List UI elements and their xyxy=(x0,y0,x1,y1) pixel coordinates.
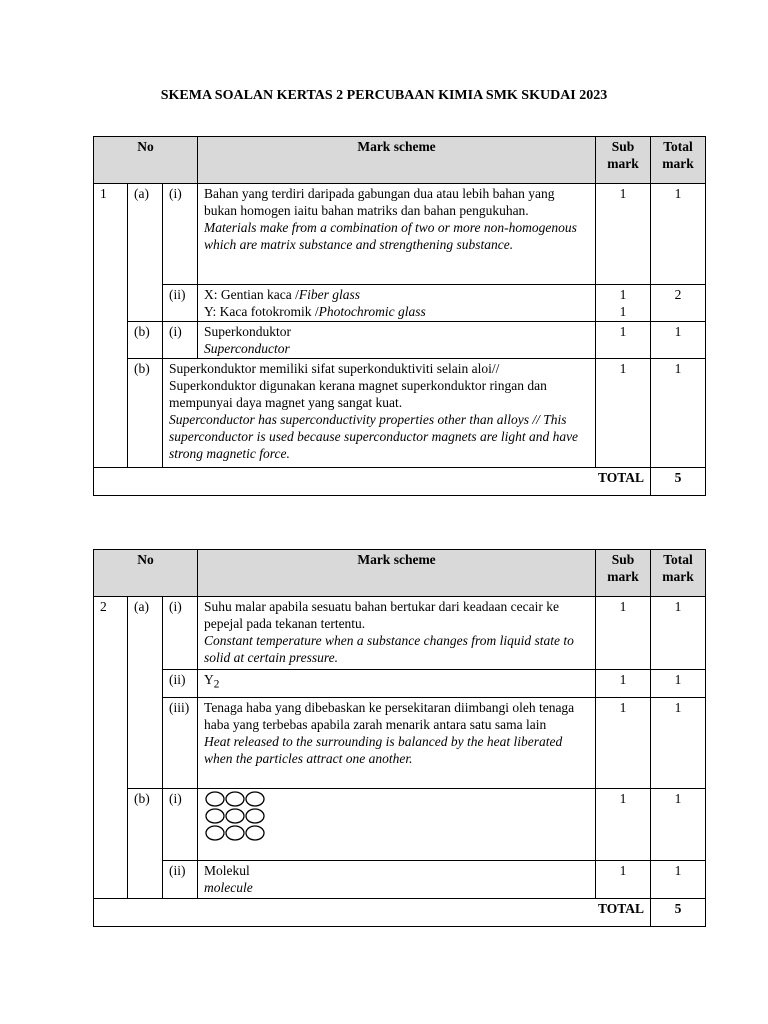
header-sub-mark: Sub mark xyxy=(596,137,651,184)
subpart-label: (ii) xyxy=(163,861,198,899)
answer-formula-subscript: 2 xyxy=(213,678,220,691)
subpart-label: (i) xyxy=(163,184,198,285)
subpart-label: (iii) xyxy=(163,698,198,789)
sub-mark: 1 xyxy=(596,597,651,670)
answer-cell xyxy=(198,698,596,789)
answer-malay: Tenaga haba yang dibebaskan ke persekitaran diimbangi oleh tenaga haba yang terbebas apabila zarah menarik antara satu sama lain xyxy=(204,700,575,732)
answer-malay: Suhu malar apabila sesuatu bahan bertukar dari keadaan cecair ke pepejal pada tekanan tertentu. xyxy=(204,599,559,631)
answer-malay: Superkonduktor xyxy=(204,324,292,339)
header-mark-scheme: Mark scheme xyxy=(198,550,596,597)
particle xyxy=(246,809,264,823)
answer-english: Superconductor xyxy=(204,341,290,356)
particle xyxy=(206,792,224,806)
header-total-mark: Total mark xyxy=(651,137,706,184)
document-title: SKEMA SOALAN KERTAS 2 PERCUBAAN KIMIA SMK SKUDAI 2023 xyxy=(160,88,608,103)
answer-cell xyxy=(198,789,596,861)
mark-scheme-table-1 xyxy=(93,136,706,496)
part-label: (a) xyxy=(128,184,163,322)
header-total-mark: Total mark xyxy=(651,550,706,597)
answer-cell xyxy=(198,285,596,322)
table-row xyxy=(94,789,706,861)
total-mark: 1 xyxy=(651,359,706,468)
total-mark: 1 xyxy=(651,670,706,698)
subpart-label: (i) xyxy=(163,597,198,670)
part-label: (b) xyxy=(128,789,163,899)
answer-english: Constant temperature when a substance changes from liquid state to solid at certain pressure. xyxy=(204,633,574,665)
answer-english: Materials make from a combination of two or more non-homogenous which are matrix substance and strengthening substance. xyxy=(204,220,577,252)
particle xyxy=(246,792,264,806)
total-mark: 1 xyxy=(651,184,706,285)
part-label: (b) xyxy=(128,359,163,468)
part-label: (b) xyxy=(128,322,163,359)
answer-x-malay: X: Gentian kaca / xyxy=(204,287,299,302)
sub-mark: 1 xyxy=(596,322,651,359)
table-row xyxy=(94,322,706,359)
answer-y-malay: Y: Kaca fotokromik / xyxy=(204,304,319,319)
particle-arrangement-diagram xyxy=(204,790,268,844)
sub-mark: 1 xyxy=(596,359,651,468)
answer-cell xyxy=(198,670,596,698)
answer-cell xyxy=(198,861,596,899)
total-mark: 1 xyxy=(651,789,706,861)
subpart-label: (ii) xyxy=(163,285,198,322)
total-mark: 1 xyxy=(651,597,706,670)
table-row xyxy=(94,285,706,322)
total-mark: 1 xyxy=(651,698,706,789)
answer-malay: Superkonduktor memiliki sifat superkonduktiviti selain aloi// Superkonduktor digunakan kerana magnet superkonduktor ringan dan mempunyai daya magnet yang sangat kuat. xyxy=(169,361,547,410)
total-mark: 1 xyxy=(651,322,706,359)
table-row xyxy=(94,184,706,285)
total-label: TOTAL xyxy=(94,468,651,496)
answer-english: Heat released to the surrounding is balanced by the heat liberated when the particles attract one another. xyxy=(204,734,563,766)
answer-x xyxy=(204,286,589,303)
sub-mark: 1 xyxy=(596,184,651,285)
particle xyxy=(206,809,224,823)
header-sub-mark: Sub mark xyxy=(596,550,651,597)
total-label: TOTAL xyxy=(94,899,651,927)
part-label: (a) xyxy=(128,597,163,789)
total-row xyxy=(94,899,706,927)
particle xyxy=(206,826,224,840)
mark-scheme-table-2 xyxy=(93,549,706,927)
header-mark-scheme: Mark scheme xyxy=(198,137,596,184)
answer-cell xyxy=(163,359,596,468)
table-row xyxy=(94,670,706,698)
table-row xyxy=(94,359,706,468)
answer-malay: Molekul xyxy=(204,863,250,878)
answer-english: Superconductor has superconductivity properties other than alloys // This superconductor is used because superconductor magnets are light and have strong magnetic force. xyxy=(169,412,579,461)
answer-y xyxy=(204,303,589,320)
total-row xyxy=(94,468,706,496)
question-number: 2 xyxy=(94,597,128,899)
answer-formula: Y xyxy=(204,672,214,687)
total-mark: 1 xyxy=(651,861,706,899)
header-no: No xyxy=(94,550,198,597)
answer-y-english: Photochromic glass xyxy=(318,304,426,319)
subpart-label: (i) xyxy=(163,789,198,861)
particle xyxy=(226,809,244,823)
sub-mark: 1 xyxy=(596,861,651,899)
question-number: 1 xyxy=(94,184,128,468)
sub-mark: 1 xyxy=(596,789,651,861)
sub-mark-x: 1 xyxy=(619,287,627,302)
total-value: 5 xyxy=(651,899,706,927)
subpart-label: (i) xyxy=(163,322,198,359)
subpart-label: (ii) xyxy=(163,670,198,698)
table-header-row xyxy=(94,137,706,184)
total-value: 5 xyxy=(651,468,706,496)
answer-cell xyxy=(198,322,596,359)
sub-mark: 1 xyxy=(596,670,651,698)
total-mark: 2 xyxy=(651,285,706,322)
sub-mark: 1 xyxy=(596,698,651,789)
table-row xyxy=(94,597,706,670)
answer-cell xyxy=(198,597,596,670)
answer-x-english: Fiber glass xyxy=(298,287,360,302)
sub-mark-y: 1 xyxy=(619,304,627,319)
table-header-row xyxy=(94,550,706,597)
particle xyxy=(226,826,244,840)
sub-mark xyxy=(596,285,651,322)
answer-malay: Bahan yang terdiri daripada gabungan dua atau lebih bahan yang bukan homogen iaitu bahan matriks dan bahan pengukuhan. xyxy=(204,186,555,218)
table-row xyxy=(94,861,706,899)
particle xyxy=(226,792,244,806)
particle xyxy=(246,826,264,840)
table-row xyxy=(94,698,706,789)
header-no: No xyxy=(94,137,198,184)
answer-cell xyxy=(198,184,596,285)
answer-english: molecule xyxy=(204,880,253,895)
